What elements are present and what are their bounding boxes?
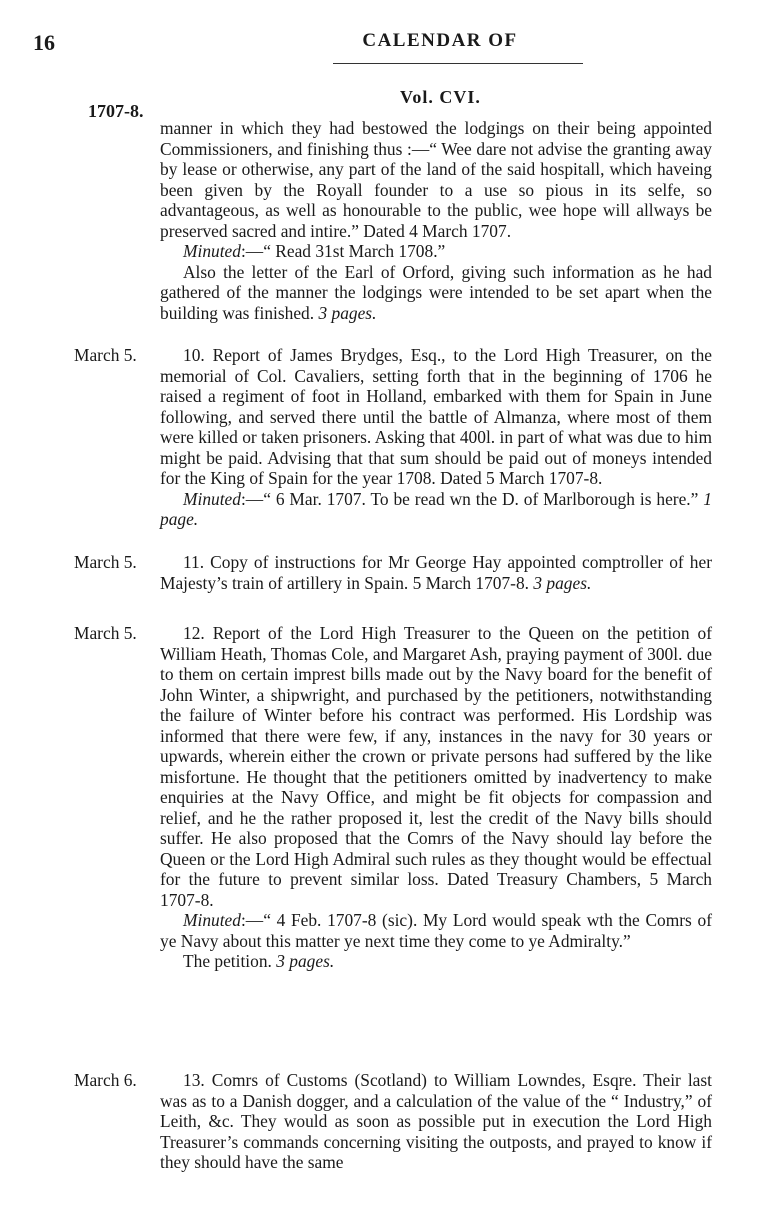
page-number: 16	[33, 30, 55, 55]
entry-date: March 5.	[74, 345, 137, 365]
minuted-text: :—“ Read 31st March 1708.”	[240, 241, 446, 261]
minuted-text: :—“ 4 Feb. 1707-8 (sic). My Lord would speak wth the Comrs of ye Navy about this matter ye next time they come to ye Admiralty.”	[160, 910, 712, 951]
entry-date: March 5.	[74, 552, 137, 572]
pages-note: 3 pages.	[318, 302, 377, 323]
pages-note: 3 pages.	[276, 951, 335, 971]
entry-text	[160, 552, 712, 593]
header-rule	[333, 63, 583, 64]
entry-12	[160, 623, 712, 972]
continuation-also	[160, 262, 712, 324]
entry-petition	[160, 951, 712, 972]
year-margin: 1707-8.	[88, 101, 144, 121]
entry-text: 12. Report of the Lord High Treasurer to the Queen on the petition of William Heath, Thomas Cole, and Margaret Ash, praying payment of 300l. due to them on certain imprest bills made out by the Navy board for the benefit of John Winter, a shipwright, and purchased by the petitioners, notwithstanding the failure of Winter before his contract was performed. His Lordship was informed that there were few, if any, instances in the navy for 30 years or upwards, wherein either the crown or private persons had suffered by the like misfortune. He thought that the petitioners omitted by inadvertency to make enquiries at the Navy Office, and might be fit objects for compassion and relief, and he the rather proposed it, lest the credit of the Navy bills should suffer. He also proposed that the Comrs of the Navy should lay before the Queen or the Lord High Admiral such rules as they thought would be effectual for the future to prevent similar loss. Dated Treasury Chambers, 5 March 1707-8.	[160, 623, 712, 910]
continuation-minute	[160, 241, 712, 262]
entry-13	[160, 1070, 712, 1173]
entry-11	[160, 552, 712, 593]
entry-date: March 6.	[74, 1070, 137, 1090]
minuted-label: Minuted	[183, 910, 241, 930]
running-title: CALENDAR OF	[362, 30, 518, 51]
entry-minute	[160, 489, 712, 530]
entry-body: 11. Copy of instructions for Mr George Hay appointed comptroller of her Majesty’s train of artillery in Spain. 5 March 1707-8.	[160, 552, 712, 593]
volume-heading: Vol. CVI.	[400, 87, 481, 107]
entry-date: March 5.	[74, 623, 137, 643]
entry-10	[160, 345, 712, 530]
entry-text: 10. Report of James Brydges, Esq., to the Lord High Treasurer, on the memorial of Col. Cavaliers, setting forth that in the beginning of 1706 he raised a regiment of foot in Holland, embarked with them for Spain in June following, and served there until the battle of Almanza, where most of them were killed or taken prisoners. Asking that 400l. in part of what was due to him might be paid. Advising that that sum should be paid out of moneys intended for the King of Spain for the year 1708. Dated 5 March 1707-8.	[160, 345, 712, 488]
petition-text: The petition.	[183, 951, 272, 971]
continuation-text: manner in which they had bestowed the lodgings on their being appointed Commissioners, and finishing thus :—“ Wee dare not advise the granting away by lease or otherwise, any part of the land of the said hospitall, which haveing been given by the Royall founder to a use so pious in its selfe, so advantageous, as well as honourable to the public, wee hope will allways be preserved sacred and intire.” Dated 4 March 1707.	[160, 118, 712, 241]
pages-note: 3 pages.	[533, 572, 592, 593]
minuted-text: :—“ 6 Mar. 1707. To be read wn the D. of Marlborough is here.”	[240, 488, 699, 509]
minuted-label: Minuted	[183, 241, 241, 261]
continuation-entry	[160, 118, 712, 323]
minuted-label: Minuted	[183, 488, 241, 509]
entry-minute	[160, 910, 712, 951]
pages-note: 1 page.	[160, 488, 712, 529]
entry-text: 13. Comrs of Customs (Scotland) to William Lowndes, Esqre. Their last was as to a Danish dogger, and a calculation of the value of the “ Industry,” of Leith, &c. They would as soon as possible put in execution the Lord High Treasurer’s commands concerning visiting the outposts, and prayed to know if they should have the same	[160, 1070, 712, 1172]
also-text: Also the letter of the Earl of Orford, giving such information as he had gathered of the manner the lodgings were intended to be set apart when the building was finished.	[160, 261, 712, 323]
